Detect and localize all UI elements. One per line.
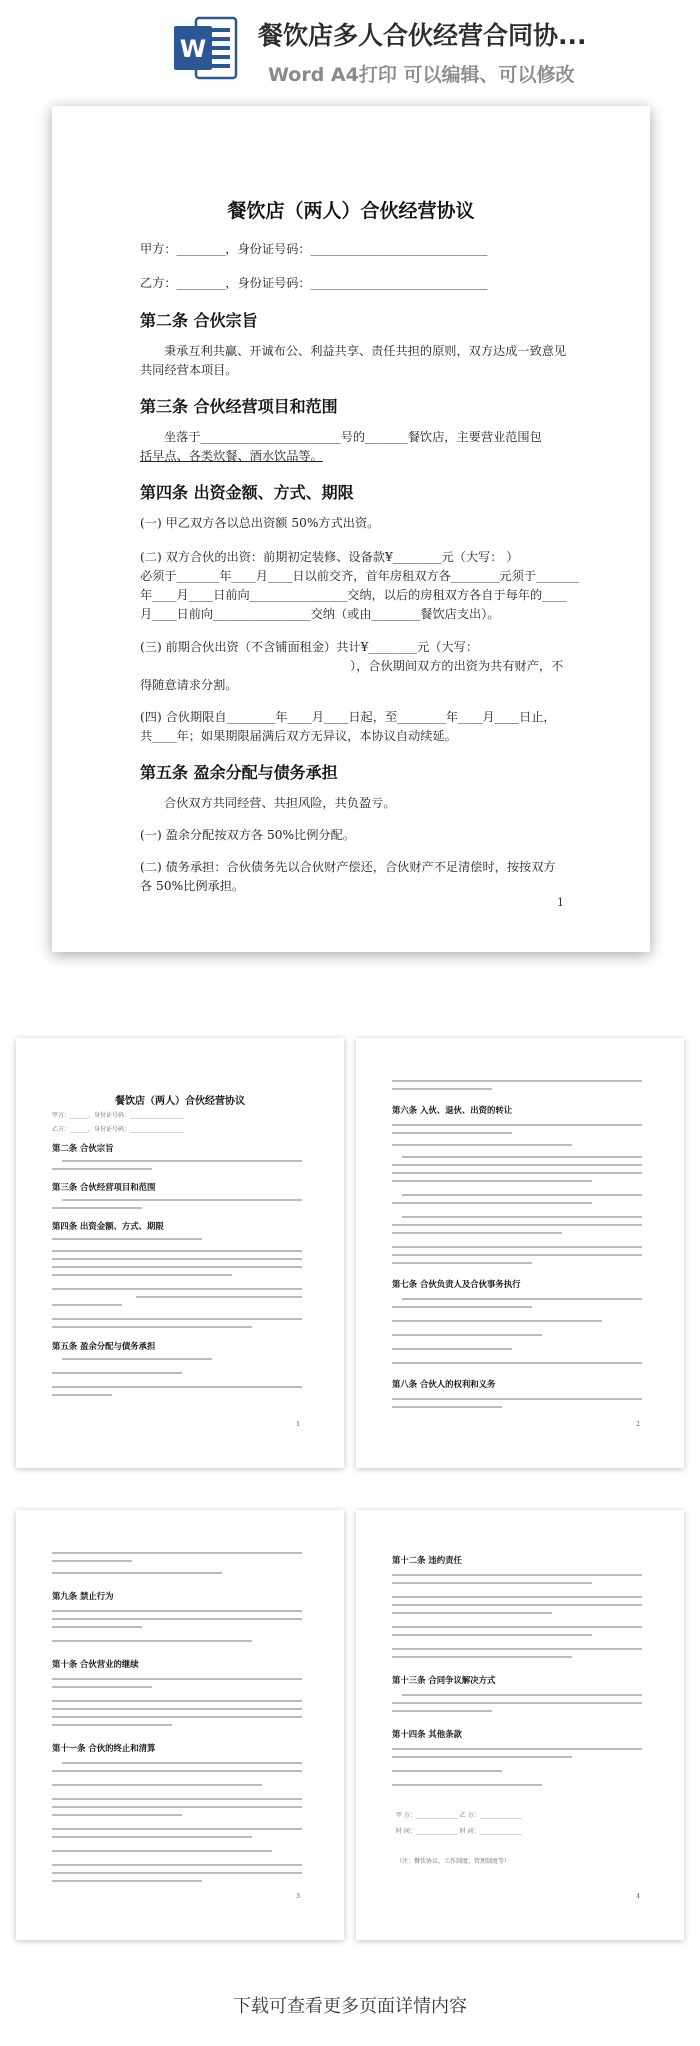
text-line <box>392 1262 532 1264</box>
page-number: 1 <box>557 896 564 909</box>
text-line <box>392 1306 532 1308</box>
text-line <box>392 1348 512 1350</box>
text-line <box>52 1678 302 1680</box>
text-line <box>52 1168 152 1170</box>
thumbnail-heading: 第八条 合伙人的权利和义务 <box>392 1379 496 1389</box>
article-3-heading: 第三条 合伙经营项目和范围 <box>140 397 338 416</box>
text-line <box>52 1784 262 1786</box>
text-line <box>392 1582 592 1584</box>
text-line <box>392 1254 642 1256</box>
article-5-heading: 第五条 盈余分配与债务承担 <box>140 763 338 782</box>
article-2-text: 共同经营本项目。 <box>140 363 238 377</box>
page-thumbnail-2[interactable] <box>356 1038 684 1468</box>
document-title: 餐饮店（两人）合伙经营协议 <box>227 200 475 222</box>
article-5-item: (一) 盈余分配按双方各 50%比例分配。 <box>140 828 355 842</box>
thumbnail-heading: 第二条 合伙宗旨 <box>52 1143 114 1153</box>
text-line <box>392 1334 542 1336</box>
text-line <box>52 1386 302 1388</box>
text-line <box>392 1784 542 1786</box>
text-line <box>392 1132 512 1134</box>
listing-header <box>0 0 700 100</box>
text-line <box>52 1372 182 1374</box>
thumbnail-heading: 第四条 出资金额、方式、期限 <box>52 1221 164 1231</box>
text-line <box>52 1258 302 1260</box>
text-line <box>392 1574 642 1576</box>
text-line <box>392 1172 642 1174</box>
text-line <box>392 1756 572 1758</box>
text-line <box>52 1872 302 1874</box>
text-line <box>402 1216 642 1218</box>
article-3-text: 括早点、各类炊餐、酒水饮品等。 <box>140 449 323 463</box>
text-line <box>52 1238 202 1240</box>
text-line <box>52 1806 302 1808</box>
text-line <box>392 1770 502 1772</box>
text-line <box>392 1596 642 1598</box>
text-line <box>52 1880 202 1882</box>
text-line <box>392 1634 592 1636</box>
signature-line: 时 间：______________ 时 间：______________ <box>396 1828 522 1835</box>
text-line <box>52 1814 182 1816</box>
thumbnail-heading: 第十一条 合伙的终止和清算 <box>52 1743 156 1753</box>
text-line <box>392 1748 642 1750</box>
document-page-1 <box>52 106 650 952</box>
text-line <box>52 1828 302 1830</box>
text-line <box>402 1694 642 1696</box>
thumbnail-heading: 第十四条 其他条款 <box>392 1729 462 1739</box>
text-line <box>52 1708 302 1710</box>
text-line <box>392 1626 642 1628</box>
text-line <box>52 1560 132 1562</box>
article-4-item: 月____日前向________________交纳（或由________餐饮店支出）。 <box>140 607 500 621</box>
page-thumbnail-3[interactable] <box>16 1510 344 1940</box>
text-line <box>392 1702 642 1704</box>
text-line <box>392 1246 642 1248</box>
article-4-item: (三) 前期合伙出资（不含铺面租金）共计¥________元（大写： <box>140 640 479 654</box>
article-4-item: ），合伙期间双方的出资为共有财产，不 <box>350 659 564 673</box>
text-line <box>52 1207 142 1209</box>
text-line <box>392 1088 492 1090</box>
article-5-text: 合伙双方共同经营、共担风险，共负盈亏。 <box>164 796 396 810</box>
text-line <box>392 1612 552 1614</box>
text-line <box>52 1266 302 1268</box>
text-line <box>62 1160 302 1162</box>
text-line <box>52 1304 122 1306</box>
text-line <box>392 1124 642 1126</box>
thumbnail-page-number: 4 <box>636 1893 640 1900</box>
thumbnail-page-number: 3 <box>296 1893 300 1900</box>
article-4-item: (四) 合伙期限自________年____月____日起，至________年____月____日止， <box>140 710 556 724</box>
text-line <box>392 1202 592 1204</box>
text-line <box>52 1626 142 1628</box>
thumbnail-note: （注：餐饮协议、工作制度、管理制度等） <box>396 1858 511 1865</box>
text-line <box>392 1180 592 1182</box>
thumbnail-heading: 第五条 盈余分配与债务承担 <box>52 1341 156 1351</box>
text-line <box>52 1250 302 1252</box>
text-line <box>52 1700 302 1702</box>
text-line <box>52 1686 152 1688</box>
thumbnail-heading: 第十条 合伙营业的继续 <box>52 1659 139 1669</box>
text-line <box>392 1398 642 1400</box>
text-line <box>52 1724 172 1726</box>
text-line <box>52 1850 272 1852</box>
text-line <box>52 1770 302 1772</box>
text-line <box>52 1610 302 1612</box>
thumbnail-title: 餐饮店（两人）合伙经营协议 <box>115 1096 245 1107</box>
text-line <box>52 1552 302 1554</box>
text-line <box>402 1298 642 1300</box>
thumbnail-page-number: 2 <box>636 1421 640 1428</box>
text-line <box>392 1144 572 1146</box>
text-line <box>52 1798 302 1800</box>
text-line <box>392 1604 642 1606</box>
article-5-item: (二) 债务承担：合伙债务先以合伙财产偿还，合伙财产不足清偿时，按按双方 <box>140 860 556 874</box>
article-2-text: 秉承互利共赢、开诚布公、利益共享、责任共担的原则，双方达成一致意见 <box>164 344 567 358</box>
text-line <box>392 1656 572 1658</box>
text-line <box>52 1326 252 1328</box>
article-4-item: 共____年；如果期限届满后双方无异议，本协议自动续延。 <box>140 729 457 743</box>
text-line <box>392 1362 642 1364</box>
article-3-text: 坐落于_______________________号的_______餐饮店，主要营业范围包 <box>164 430 542 444</box>
text-line <box>392 1320 602 1322</box>
article-4-item: (二) 双方合伙的出资：前期初定装修、设备款¥________元（大写： ） <box>140 550 519 564</box>
text-line <box>52 1716 302 1718</box>
text-line <box>402 1194 642 1196</box>
article-4-item: 年____月____日前向________________交纳，以后的房租双方各自于每年的____ <box>140 588 567 602</box>
thumbnail-heading: 第十三条 合同争议解决方式 <box>392 1675 496 1685</box>
listing-title: 餐饮店多人合伙经营合同协... <box>258 21 587 50</box>
article-2-heading: 第二条 合伙宗旨 <box>140 311 258 330</box>
article-4-item: 必须于_______年____月____日以前交齐，首年房租双方各________元须于_______ <box>140 569 579 583</box>
thumbnail-heading: 第三条 合伙经营项目和范围 <box>52 1182 156 1192</box>
thumbnail-heading: 第十二条 违约责任 <box>392 1555 462 1565</box>
thumbnail-heading: 第九条 禁止行为 <box>52 1591 114 1601</box>
thumbnail-field: 乙方：______，身份证号码：__________________ <box>52 1126 185 1133</box>
text-line <box>402 1156 642 1158</box>
text-line <box>62 1358 212 1360</box>
text-line <box>392 1232 562 1234</box>
party-a-line: 甲方：________，身份证号码：_____________________________ <box>140 242 488 256</box>
text-line <box>52 1572 222 1574</box>
thumbnail-heading: 第七条 合伙负责人及合伙事务执行 <box>392 1279 521 1289</box>
article-4-heading: 第四条 出资金额、方式、期限 <box>140 483 354 502</box>
text-line <box>52 1618 302 1620</box>
text-line <box>52 1288 302 1290</box>
more-pages-link[interactable]: 下载可查看更多页面详情内容 <box>233 1996 467 2017</box>
thumbnail-field: 甲方：______，身份证号码：__________________ <box>52 1112 185 1119</box>
article-5-item: 各 50%比例承担。 <box>140 879 245 893</box>
listing-subtitle: Word A4打印 可以编辑、可以修改 <box>268 64 575 86</box>
text-line <box>392 1710 492 1712</box>
text-line <box>52 1836 252 1838</box>
text-line <box>52 1640 252 1642</box>
thumbnail-heading: 第六条 入伙、退伙、出资的转让 <box>392 1105 513 1115</box>
text-line <box>52 1274 232 1276</box>
article-4-item: (一) 甲乙双方各以总出资额 50%方式出资。 <box>140 516 380 530</box>
text-line <box>136 1296 302 1298</box>
party-b-line: 乙方：________，身份证号码：_____________________________ <box>140 276 488 290</box>
page-thumbnail-1[interactable] <box>16 1038 344 1468</box>
article-4-item: 得随意请求分割。 <box>140 678 238 692</box>
signature-line: 甲 方：______________ 乙 方：______________ <box>396 1812 522 1819</box>
text-line <box>392 1080 642 1082</box>
text-line <box>62 1762 302 1764</box>
text-line <box>52 1318 302 1320</box>
text-line <box>52 1394 112 1396</box>
thumbnail-page-number: 1 <box>296 1421 300 1428</box>
text-line <box>392 1164 642 1166</box>
svg-text:W: W <box>179 35 207 63</box>
text-line <box>392 1224 642 1226</box>
text-line <box>62 1199 302 1201</box>
text-line <box>52 1864 302 1866</box>
text-line <box>392 1406 502 1408</box>
page-thumbnail-4[interactable] <box>356 1510 684 1940</box>
word-document-icon <box>172 14 240 82</box>
text-line <box>392 1648 642 1650</box>
